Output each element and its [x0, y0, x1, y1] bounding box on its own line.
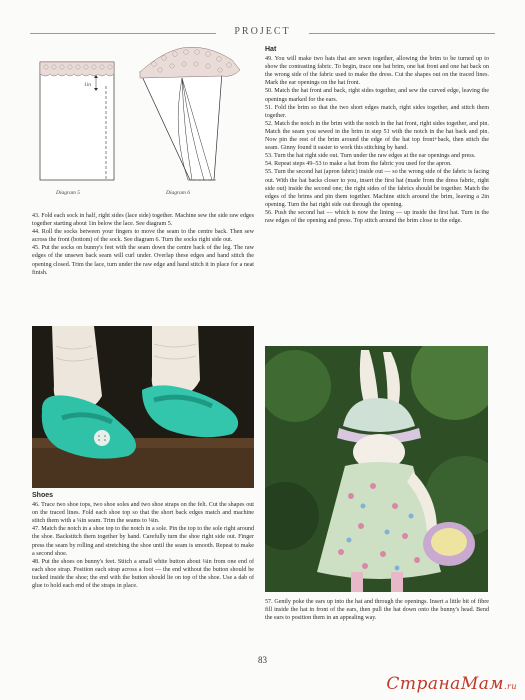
step-48: 48. Put the shoes on bunny's feet. Stitch a small white button about ¼in from one end of each shoe strap. Position each strap across a foot — the end without the button should be tucked inside the shoe; the end with the button should lie on top of the shoe. Use a dab of glue to hold each end of the straps in place. — [32, 558, 254, 590]
step-44: 44. Roll the socks between your fingers to move the seam to the centre back. Then sew across the front (bottom) of the sock. See diagram 6. Turn the socks right side out. — [32, 229, 254, 244]
diagram-6-caption: Diagram 6 — [166, 190, 190, 196]
watermark — [386, 674, 517, 694]
step-55: 55. Turn the second hat (apron fabric) inside out — so the wrong side of the fabric is facing out. With the hat backs closer to you, insert the first hat (made from the dress fabric, right side out) inside the second one; the right sides of the fabrics should be together. Match the edges of the brims and pin them together. Machine stitch around the brim, leaving a 2in opening. Turn the hat right side out through the opening. — [265, 169, 489, 208]
watermark-domain: .ru — [503, 682, 517, 691]
step-52: 52. Match the notch in the brim with the notch in the hat front, right sides together, and pin. Match the seam you sewed in the brim in step 51 with the notch in the hat back and pin. Now pin the rest of the brim around the edge of the hat top front+back, then stitch the seam. Ginny found it easier to work this stitching by hand. — [265, 120, 489, 152]
step-56: 56. Push the second hat — which is now the lining — up inside the first hat. Turn in the raw edges of the opening and press. Top stitch around the brim close to the edge. — [265, 209, 489, 224]
header-label: PROJECT — [234, 26, 291, 37]
step-46: 46. Trace two shoe tops, two shoe soles and two shoe straps on the felt. Cut the shapes out on the traced lines. Fold each shoe top so that the short back edges match and machine stitch them with a ¼in seam. Trim the seams to ⅛in. — [32, 502, 254, 525]
shoes-section — [32, 492, 254, 590]
shoe-button-icon — [94, 430, 110, 446]
diagram-5 — [40, 62, 114, 180]
sock-diagrams — [32, 42, 254, 208]
header-rule-right — [309, 33, 495, 34]
bunny-photo — [265, 346, 488, 592]
step-50: 50. Match the hat front and back, right sides together, and sew the curved edge, leaving the openings marked for the ears. — [265, 88, 489, 103]
diagram-6 — [140, 47, 240, 180]
page-header — [30, 26, 495, 40]
shoes-heading: Shoes — [32, 492, 54, 499]
step-51: 51. Fold the brim so that the two short edges match, right sides together, and stitch them together. — [265, 104, 489, 119]
measure-label: 1in — [84, 82, 92, 88]
step-57: 57. Gently poke the ears up into the hat and through the openings. Insert a little bit of fibre fill inside the hat in front of the ears, then pull the hat down onto the bunny's head. Bend the ears to position them in an appealing way. — [265, 599, 489, 622]
step-43: 43. Fold each sock in half, right sides (lace side) together. Machine sew the side raw edges together starting about 1in below the lace. See diagram 5. — [32, 213, 254, 228]
sock-instructions — [32, 212, 254, 277]
hat-heading: Hat — [265, 46, 277, 53]
step-54: 54. Repeat steps 49–53 to make a hat from the fabric you used for the apron. — [265, 161, 452, 168]
step-49: 49. You will make two hats that are sewn together, allowing the brim to be turned up to show the contrasting fabric. To begin, trace one hat brim, one hat front and one hat back on the wrong side of the fabric used to make the dress. Cut the shapes out on the traced lines. Mark the ear openings on the hat front. — [265, 56, 489, 87]
diagram-5-caption: Diagram 5 — [56, 190, 80, 196]
final-step — [265, 598, 489, 622]
step-47: 47. Match the notch in a shoe top to the notch in a sole. Pin the top to the sole right around the shoe. Backstitch them together by hand. Carefully turn the shoe right side out. Finger press the seam by rolling and stretching the shoe until the seam is smooth. Repeat to make a second shoe. — [32, 526, 254, 557]
step-45: 45. Put the socks on bunny's feet with the seam down the centre back of the leg. The raw edges of the unsewn back seam will curl under. Overlap these edges and hand stitch the opening closed. Trim the lace, turn under the raw edge and hand stitch it in place for a neat finish. — [32, 245, 254, 276]
page-number: 83 — [258, 655, 267, 665]
sock-diagram-svg — [32, 42, 254, 208]
shoes-photo — [32, 326, 254, 488]
watermark-name: СтранаМам — [386, 674, 504, 694]
hat-section — [265, 46, 489, 225]
step-53: 53. Turn the hat right side out. Turn under the raw edges at the ear openings and press. — [265, 153, 476, 160]
